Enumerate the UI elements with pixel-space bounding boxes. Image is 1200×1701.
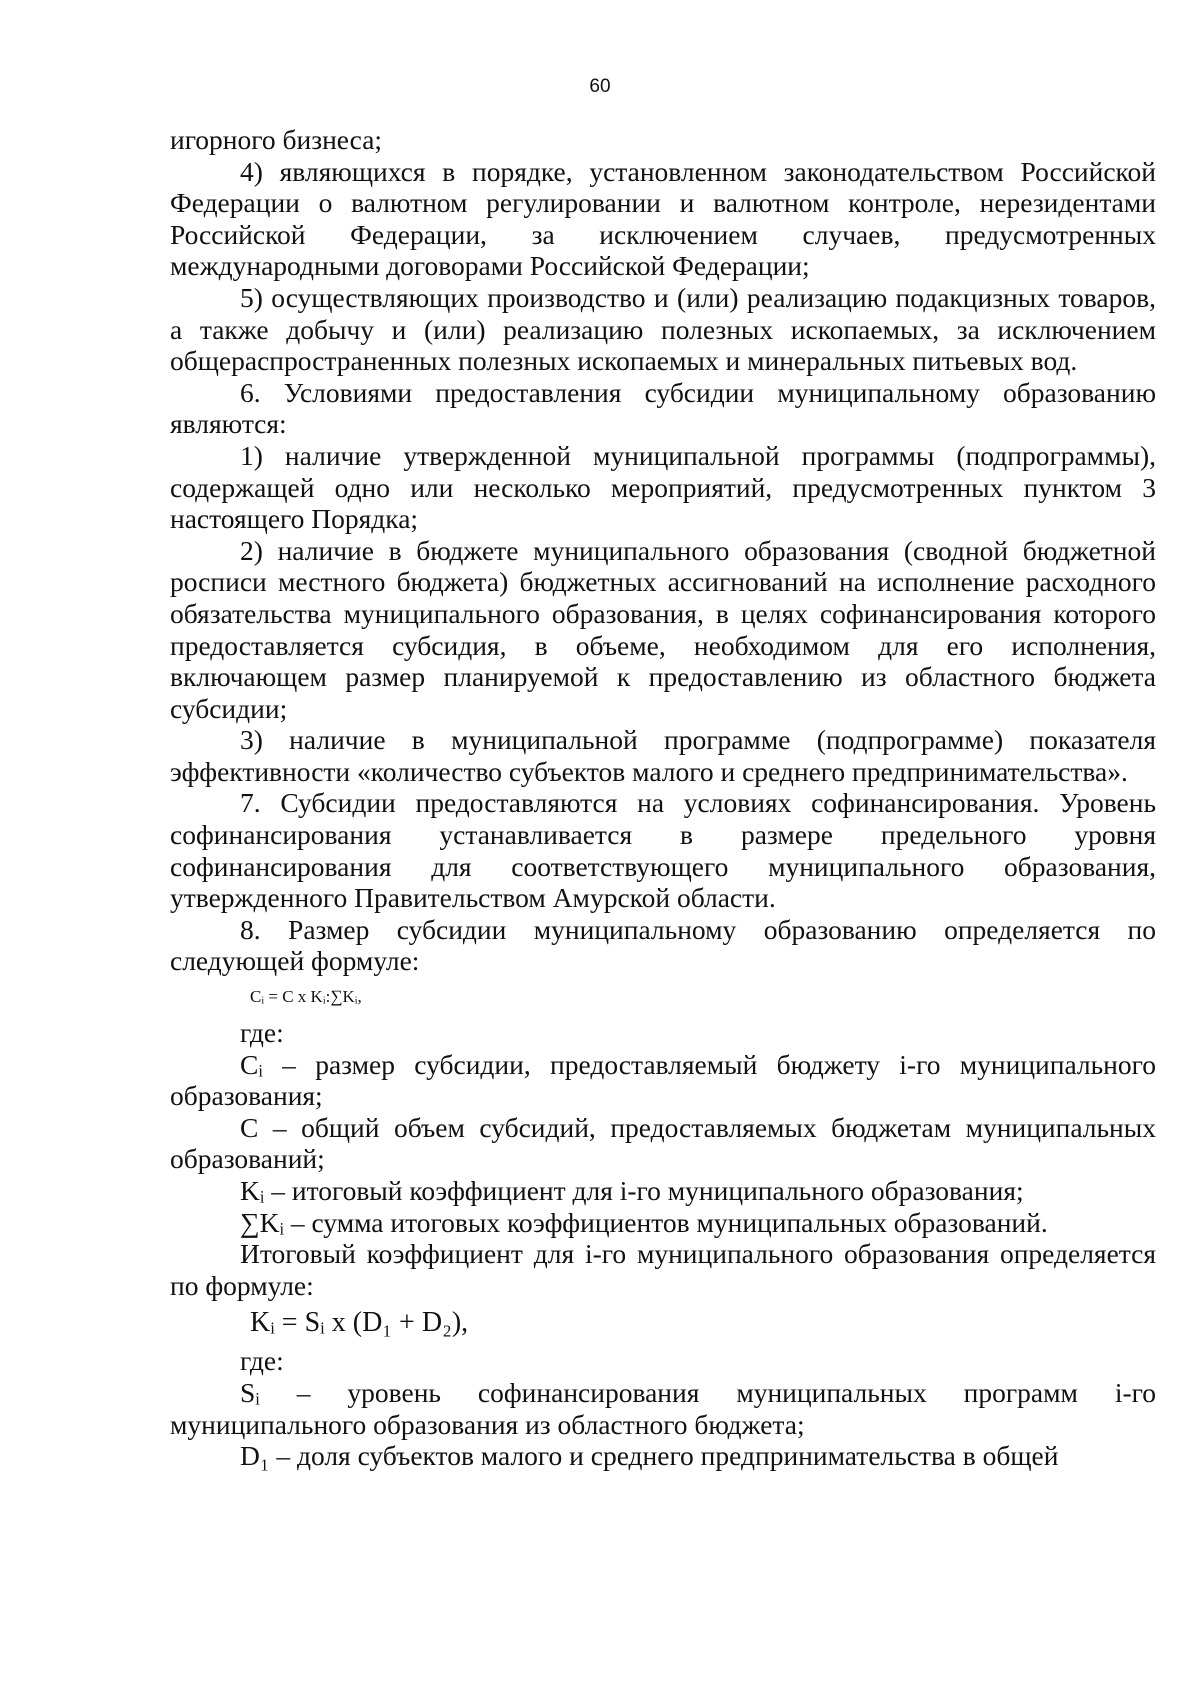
coefficient-formula: Kᵢ = Sᵢ x (D₁ + D₂), bbox=[250, 1307, 469, 1339]
coefficient-paragraph: Итоговый коэффициент для i-го муниципального образования определяется по формуле: bbox=[170, 1238, 1156, 1301]
subsidy-formula: Cᵢ = C x Kᵢ:∑Kᵢ, bbox=[250, 987, 362, 1007]
list-item-5: 5) осуществляющих производство и (или) реализацию подакцизных товаров, а также добычу и (или) реализацию полезных ископаемых, за исключением общераспространенных полезных ископаемых и минеральных питьевых вод. bbox=[170, 281, 1156, 377]
where-label-2: где: bbox=[240, 1345, 284, 1377]
list-item-4: 4) являющихся в порядке, установленном законодательством Российской Федерации о валютном регулировании и валютном контроле, нерезидентами Российской Федерации, за исключением случаев, предусмотренных международными договорами Российской Федерации; bbox=[170, 155, 1156, 282]
definition-sum-ki: ∑Kᵢ – сумма итоговых коэффициентов муниципальных образований. bbox=[240, 1206, 1048, 1238]
paragraph-continuation: игорного бизнеса; bbox=[170, 124, 383, 155]
definition-si: Sᵢ – уровень софинансирования муниципальных программ i-го муниципального образования из областного бюджета; bbox=[170, 1376, 1156, 1440]
section-6-heading: 6. Условиями предоставления субсидии муниципальному образованию являются: bbox=[170, 376, 1156, 440]
page-number: 60 bbox=[589, 76, 611, 97]
condition-1: 1) наличие утвержденной муниципальной программы (подпрограммы), содержащей одно или несколько мероприятий, предусмотренных пунктом 3 настоящего Порядка; bbox=[170, 439, 1156, 535]
definition-ci: Cᵢ – размер субсидии, предоставляемый бюджету i-го муниципального образования; bbox=[170, 1048, 1156, 1112]
section-8: 8. Размер субсидии муниципальному образованию определяется по следующей формуле: bbox=[170, 913, 1156, 977]
condition-2: 2) наличие в бюджете муниципального образования (сводной бюджетной росписи местного бюджета) бюджетных ассигнований на исполнение расходного обязательства муниципального образования, в целях софинансирования которого предоставляется субсидия, в объеме, необходимом для его исполнения, включающем размер планируемой к предоставлению из областного бюджета субсидии; bbox=[170, 534, 1156, 724]
condition-3: 3) наличие в муниципальной программе (подпрограмме) показателя эффективности «количество субъектов малого и среднего предпринимательства». bbox=[170, 724, 1156, 787]
document-body bbox=[170, 124, 1156, 1472]
definition-ki: Kᵢ – итоговый коэффициент для i-го муниципального образования; bbox=[240, 1175, 1024, 1206]
section-7: 7. Субсидии предоставляются на условиях софинансирования. Уровень софинансирования устанавливается в размере предельного уровня софинансирования для соответствующего муниципального образования, утвержденного Правительством Амурской области. bbox=[170, 787, 1156, 914]
definition-c: C – общий объем субсидий, предоставляемых бюджетам муниципальных образований; bbox=[170, 1111, 1156, 1175]
where-label-1: где: bbox=[240, 1017, 284, 1049]
definition-d1: D₁ – доля субъектов малого и среднего предпринимательства в общей bbox=[240, 1440, 1059, 1472]
